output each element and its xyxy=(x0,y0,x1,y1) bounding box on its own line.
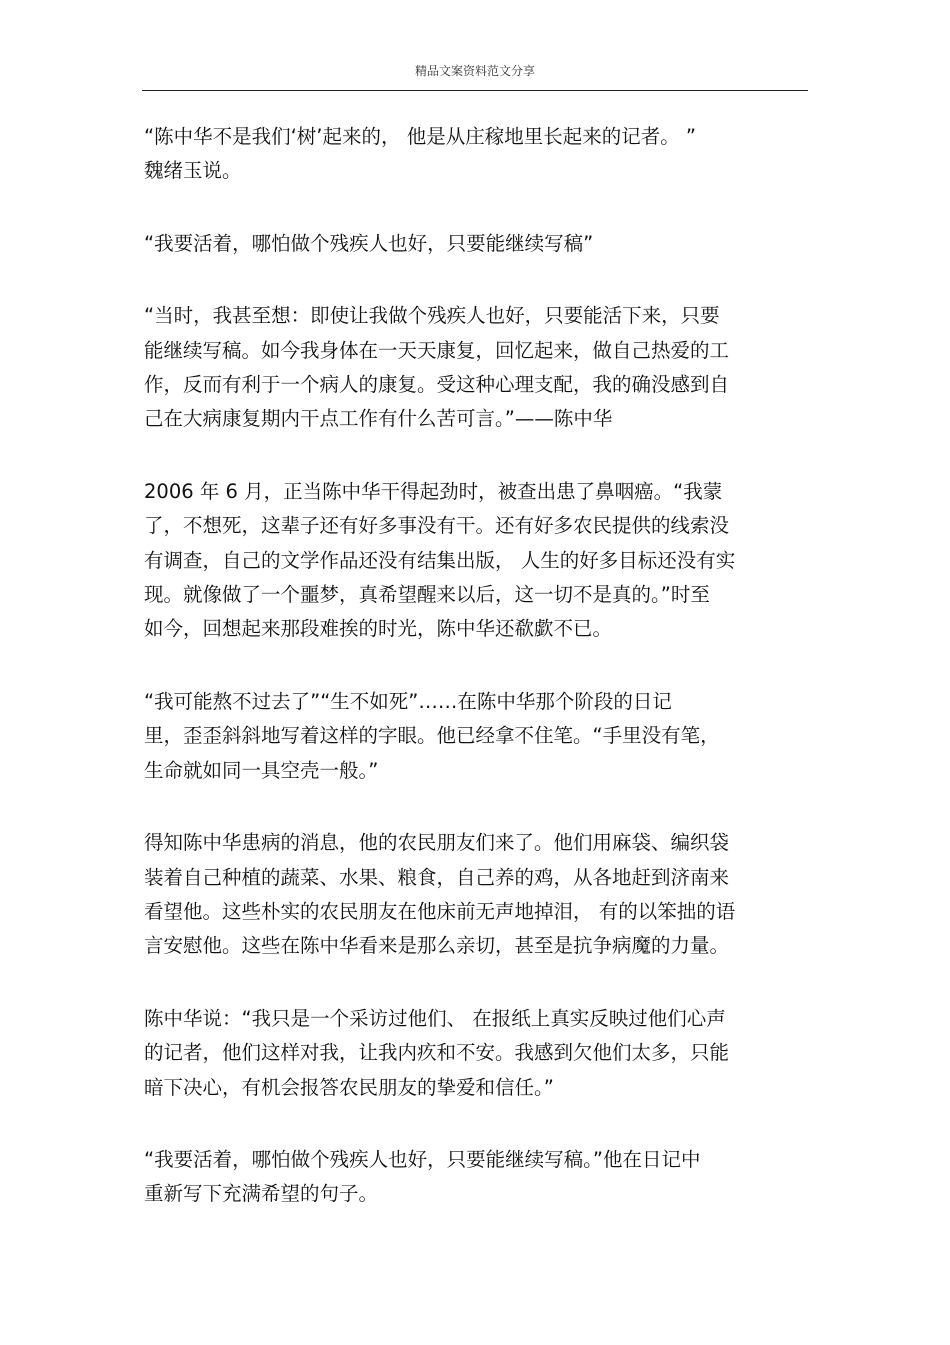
text-line: 看望他。这些朴实的农民朋友在他床前无声地掉泪， 有的以笨拙的语 xyxy=(144,899,736,923)
text-line: “我要活着，哪怕做个残疾人也好，只要能继续写稿。”他在日记中 xyxy=(144,1147,701,1171)
text-line: 的记者，他们这样对我，让我内疚和不安。我感到欠他们太多，只能 xyxy=(144,1041,730,1065)
text-line: “我可能熬不过去了”“生不如死”……在陈中华那个阶段的日记 xyxy=(144,689,672,713)
text-line: 能继续写稿。如今我身体在一天天康复，回忆起来，做自己热爱的工 xyxy=(144,338,730,362)
paragraph xyxy=(144,475,804,647)
text-line: 得知陈中华患病的消息，他的农民朋友们来了。他们用麻袋、编织袋 xyxy=(144,831,730,855)
text-line: 己在大病康复期内干点工作有什么苦可言。”——陈中华 xyxy=(144,407,613,431)
text-line: “当时，我甚至想：即使让我做个残疾人也好，只要能活下来，只要 xyxy=(144,304,720,328)
text-line: 有调查，自己的文学作品还没有结集出版， 人生的好多目标还没有实 xyxy=(144,548,736,572)
text-line: 陈中华说：“我只是一个采访过他们、 在报纸上真实反映过他们心声 xyxy=(144,1006,726,1030)
text-line: “陈中华不是我们‘树’起来的， 他是从庄稼地里长起来的记者。 ” xyxy=(144,125,696,148)
text-line: 作，反而有利于一个病人的康复。受这种心理支配，我的确没感到自 xyxy=(144,373,730,397)
text-line: 如今，回想起来那段难挨的时光，陈中华还欷歔不已。 xyxy=(144,617,613,641)
document-body xyxy=(144,120,804,1250)
text-line: 魏绪玉说。 xyxy=(144,159,242,183)
paragraph xyxy=(144,826,804,964)
text-line: 装着自己种植的蔬菜、水果、粮食，自己养的鸡，从各地赶到济南来 xyxy=(144,865,730,889)
header-divider xyxy=(142,90,808,91)
paragraph xyxy=(144,685,804,788)
text-line: 言安慰他。这些在陈中华看来是那么亲切，甚至是抗争病魔的力量。 xyxy=(144,934,730,958)
text-line: 重新写下充满希望的句子。 xyxy=(144,1182,379,1206)
text-line: 现。就像做了一个噩梦，真希望醒来以后，这一切不是真的。”时至 xyxy=(144,583,710,607)
paragraph xyxy=(144,120,804,189)
text-line: 2006 年 6 月，正当陈中华干得起劲时，被查出患了鼻咽癌。“我蒙 xyxy=(144,479,723,503)
paragraph xyxy=(144,1002,804,1105)
paragraph xyxy=(144,299,804,437)
text-line: “我要活着，哪怕做个残疾人也好，只要能继续写稿” xyxy=(144,231,594,255)
text-line: 里，歪歪斜斜地写着这样的字眼。他已经拿不住笔。“手里没有笔， xyxy=(144,724,720,748)
paragraph xyxy=(144,1143,804,1212)
text-line: 暗下决心，有机会报答农民朋友的挚爱和信任。” xyxy=(144,1075,554,1099)
page-header: 精品文案资料范文分享 xyxy=(414,64,535,78)
text-line: 了，不想死，这辈子还有好多事没有干。还有好多农民提供的线索没 xyxy=(144,514,730,538)
paragraph xyxy=(144,227,804,261)
text-line: 生命就如同一具空壳一般。” xyxy=(144,758,379,782)
